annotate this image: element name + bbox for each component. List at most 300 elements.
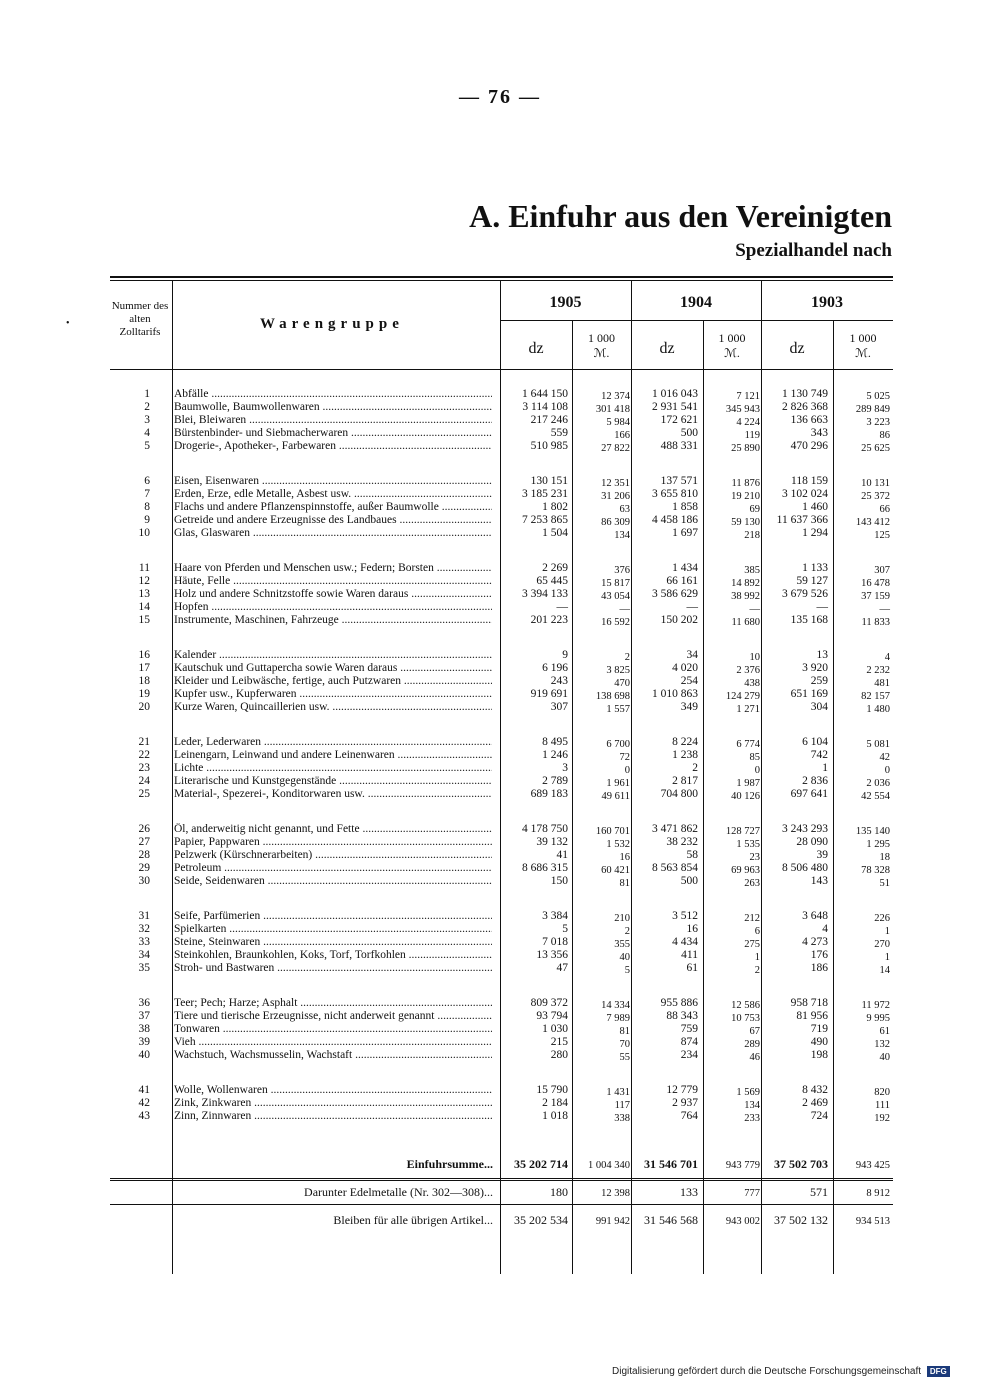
cell-dz-1903: 3 920	[802, 662, 828, 675]
cell-dz-1905: 510 985	[530, 440, 568, 453]
cell-dz-1903: —	[816, 601, 828, 614]
row-label: Hopfen .....	[174, 601, 492, 614]
cell-mk-1903: 1 295	[866, 839, 890, 851]
cell-dz-1904: 411	[681, 949, 698, 962]
table-row	[110, 440, 893, 453]
table-row	[110, 1010, 893, 1023]
cell-dz-1905: 2 789	[542, 775, 568, 788]
row-label: Häute, Felle .....	[174, 575, 492, 588]
cell-mk-1904: 0	[754, 765, 760, 777]
row-label: Holz und andere Schnitzstoffe sowie Waren daraus .....	[174, 588, 492, 601]
table-row	[110, 701, 893, 714]
row-label: Pelzwerk (Kürschnerarbeiten) .....	[174, 849, 492, 862]
cell-dz-1904: 500	[680, 875, 698, 888]
cell-dz-1904: 137 571	[660, 475, 698, 487]
cell-mk-1903: 270	[874, 939, 890, 951]
row-label: Kalender .....	[174, 649, 492, 662]
cell-mk-1903: 61	[879, 1026, 890, 1038]
cell-mk-1903: 5 025	[866, 391, 890, 402]
cell-dz-1905: 150	[550, 875, 568, 888]
cell-mk-1903: 25 372	[861, 491, 890, 503]
header-year-1903: 1903	[811, 294, 843, 311]
table-row	[110, 688, 893, 701]
table-row	[110, 736, 893, 749]
row-number: 18	[138, 675, 150, 688]
row-label: Kupfer usw., Kupferwaren .....	[174, 688, 492, 701]
cell-dz-1904: 488 331	[660, 440, 698, 453]
table-row	[110, 849, 893, 862]
cell-dz-1904: 704 800	[660, 788, 698, 801]
cell-dz-1904: 8 563 854	[652, 862, 698, 875]
cell-dz-1905: 5	[562, 923, 568, 936]
row-label: Seide, Seidenwaren .....	[174, 875, 492, 888]
cell-mk-1904: 1 271	[736, 704, 760, 716]
cell-dz-1904: 1 010 863	[652, 688, 698, 701]
cell-dz-1905: 9	[562, 649, 568, 661]
cell-dz-1905: 1 246	[542, 749, 568, 762]
cell-mk-1905: 210	[614, 913, 630, 924]
row-label: Eisen, Eisenwaren .....	[174, 475, 492, 488]
cell-mk-1904: 69	[749, 504, 760, 516]
table-row	[110, 662, 893, 675]
row-number: 37	[138, 1010, 150, 1023]
row-number: 43	[138, 1110, 150, 1123]
cell-dz-1903: 4	[822, 923, 828, 936]
cell-dz-1903: 198	[810, 1049, 828, 1062]
cell-mk-1905: 2	[624, 652, 630, 663]
cell-mk-1903: 78 328	[861, 865, 890, 877]
summary-label: Bleiben für alle übrigen Artikel...	[333, 1213, 493, 1227]
row-label: Papier, Pappwaren .....	[174, 836, 492, 849]
cell-mk-1904: 23	[749, 852, 760, 864]
table-row	[110, 788, 893, 801]
row-label: Tiere und tierische Erzeugnisse, nicht anderweit genannt .....	[174, 1010, 492, 1023]
cell-dz-1903: 958 718	[790, 997, 828, 1009]
cell-dz-1905: 93 794	[536, 1010, 568, 1023]
cell-mk-1905: 1 557	[606, 704, 630, 716]
cell-dz-1904: 1 858	[672, 501, 698, 514]
header-unit-mk-top: 1 000	[718, 331, 746, 345]
cell-dz-1903: 2 469	[802, 1097, 828, 1110]
row-label: Baumwolle, Baumwollenwaren .....	[174, 401, 492, 414]
summary-row-remaining	[110, 1212, 893, 1228]
cell-mk-1903: 42 554	[861, 791, 890, 803]
cell-mk-1905: 27 822	[601, 443, 630, 455]
cell-dz-1903: 719	[810, 1023, 828, 1036]
header-unit-mk-bottom: ℳ.	[593, 346, 610, 360]
cell-dz-1904: 234	[680, 1049, 698, 1062]
cell-dz-1905: 4 178 750	[522, 823, 568, 835]
summary-row-total	[110, 1156, 893, 1172]
header-unit-mk-1905	[572, 331, 631, 361]
cell-dz-1905: 65 445	[536, 575, 568, 588]
cell-dz-1905: 39 132	[536, 836, 568, 849]
row-label: Öl, anderweitig nicht genannt, und Fette .....	[174, 823, 492, 836]
cell-dz-1903: 59 127	[796, 575, 828, 588]
row-number: 27	[138, 836, 150, 849]
row-label: Stroh- und Bastwaren .....	[174, 962, 492, 975]
cell-mk-1905: 7 989	[606, 1013, 630, 1025]
cell-mk-1904: 438	[744, 678, 760, 690]
cell-dz-1904: 349	[680, 701, 698, 714]
cell-mk-1903: 10 131	[861, 478, 890, 489]
row-label: Kleider und Leibwäsche, fertige, auch Putzwaren .....	[174, 675, 492, 688]
cell-dz-1903: 259	[810, 675, 828, 688]
cell-mk-1903: 934 513	[855, 1216, 890, 1227]
cell-mk-1904: 10	[749, 652, 760, 663]
cell-dz-1903: 1 133	[802, 562, 828, 574]
cell-mk-1903: 307	[874, 565, 890, 576]
cell-mk-1903: 125	[874, 530, 890, 542]
header-unit-mk-bottom: ℳ.	[855, 346, 871, 360]
cell-mk-1903: 18	[879, 852, 890, 864]
row-number: 3	[144, 414, 150, 427]
cell-mk-1904: 289	[744, 1039, 760, 1051]
cell-dz-1904: 61	[686, 962, 698, 975]
cell-mk-1904: 1	[754, 952, 760, 964]
row-number: 32	[138, 923, 150, 936]
cell-dz-1903: 3 102 024	[782, 488, 828, 501]
row-number: 12	[138, 575, 150, 588]
table-row	[110, 962, 893, 975]
header-bottom-rule	[110, 369, 893, 370]
cell-dz-1903: 118 159	[791, 475, 828, 487]
cell-mk-1904: 275	[744, 939, 760, 951]
cell-mk-1905: 81	[619, 1026, 630, 1038]
table-row	[110, 388, 893, 401]
table-row	[110, 649, 893, 662]
cell-dz-1904: 1 016 043	[652, 388, 698, 400]
cell-mk-1905: 160 701	[595, 826, 630, 837]
cell-dz-1904: 1 697	[672, 527, 698, 540]
digitization-footer	[612, 1366, 950, 1377]
cell-dz-1903: 651 169	[790, 688, 828, 701]
cell-dz-1905: 1 504	[542, 527, 568, 540]
year-rule	[500, 320, 893, 321]
row-number: 35	[138, 962, 150, 975]
cell-dz-1904: 133	[680, 1185, 698, 1199]
cell-dz-1905: 13 356	[536, 949, 568, 962]
cell-mk-1903: 135 140	[855, 826, 890, 837]
cell-mk-1904: 12 586	[731, 1000, 760, 1011]
cell-dz-1905: 35 202 714	[514, 1157, 568, 1171]
row-label: Vieh .....	[174, 1036, 492, 1049]
cell-dz-1904: 4 434	[672, 936, 698, 949]
cell-dz-1904: 2 817	[672, 775, 698, 788]
cell-dz-1903: 186	[810, 962, 828, 975]
cell-mk-1905: 16 592	[601, 617, 630, 629]
page-subtitle: Spezialhandel nach	[735, 240, 892, 261]
cell-dz-1905: 2 184	[542, 1097, 568, 1110]
cell-dz-1903: 724	[810, 1110, 828, 1123]
cell-dz-1905: 8 495	[542, 736, 568, 748]
cell-mk-1904: 943 779	[725, 1160, 760, 1171]
cell-mk-1904: 124 279	[725, 691, 760, 703]
cell-mk-1903: 820	[874, 1087, 890, 1098]
cell-mk-1903: 66	[879, 504, 890, 516]
cell-mk-1903: 42	[879, 752, 890, 764]
row-label: Tonwaren .....	[174, 1023, 492, 1036]
header-unit-mk-1903	[833, 331, 893, 361]
row-label: Leder, Lederwaren .....	[174, 736, 492, 749]
cell-mk-1905: 301 418	[595, 404, 630, 416]
cell-mk-1905: 12 351	[601, 478, 630, 489]
cell-dz-1903: 135 168	[790, 614, 828, 627]
row-number: 30	[138, 875, 150, 888]
cell-mk-1905: 2	[624, 926, 630, 938]
cell-dz-1905: 180	[550, 1185, 568, 1199]
cell-mk-1904: 943 002	[725, 1216, 760, 1227]
row-number: 6	[144, 475, 150, 487]
cell-mk-1903: 2 232	[866, 665, 890, 677]
cell-dz-1903: 1 460	[802, 501, 828, 514]
cell-mk-1904: 128 727	[725, 826, 760, 837]
cell-dz-1904: 874	[680, 1036, 698, 1049]
cell-dz-1903: 28 090	[796, 836, 828, 849]
cell-dz-1904: 34	[686, 649, 698, 661]
cell-dz-1903: 136 663	[790, 414, 828, 427]
row-label: Wachstuch, Wachsmusselin, Wachstaft .....	[174, 1049, 492, 1062]
cell-mk-1903: 51	[879, 878, 890, 890]
row-number: 36	[138, 997, 150, 1009]
cell-dz-1905: 41	[556, 849, 568, 862]
cell-dz-1903: 490	[810, 1036, 828, 1049]
cell-mk-1904: 218	[744, 530, 760, 542]
cell-mk-1905: 60 421	[601, 865, 630, 877]
table-row	[110, 910, 893, 923]
row-label: Zink, Zinkwaren .....	[174, 1097, 492, 1110]
row-label: Steinkohlen, Braunkohlen, Koks, Torf, Torfkohlen .....	[174, 949, 492, 962]
cell-dz-1904: 150 202	[660, 614, 698, 627]
table-row	[110, 575, 893, 588]
row-number: 8	[144, 501, 150, 514]
import-table	[110, 276, 893, 1274]
row-label: Bürstenbinder- und Siebmacherwaren .....	[174, 427, 492, 440]
cell-mk-1903: 143 412	[855, 517, 890, 529]
cell-mk-1905: 138 698	[595, 691, 630, 703]
cell-mk-1903: 132	[874, 1039, 890, 1051]
cell-dz-1904: 3 655 810	[652, 488, 698, 501]
row-number: 17	[138, 662, 150, 675]
row-label: Drogerie-, Apotheker-, Farbewaren .....	[174, 440, 492, 453]
table-row	[110, 401, 893, 414]
cell-dz-1904: 8 224	[672, 736, 698, 748]
cell-mk-1905: 31 206	[601, 491, 630, 503]
row-label: Literarische und Kunstgegenstände .....	[174, 775, 492, 788]
table-row	[110, 775, 893, 788]
cell-mk-1905: 5 984	[606, 417, 630, 429]
header-unit-dz-1903: dz	[789, 340, 805, 357]
table-row	[110, 923, 893, 936]
table-row	[110, 427, 893, 440]
cell-dz-1903: 3 648	[802, 910, 828, 922]
row-number: 42	[138, 1097, 150, 1110]
cell-mk-1903: 11 972	[861, 1000, 890, 1011]
table-top-rule-thin	[110, 280, 893, 281]
row-label: Spielkarten .....	[174, 923, 492, 936]
row-number: 1	[144, 388, 150, 400]
row-label: Kurze Waren, Quincaillerien usw. .....	[174, 701, 492, 714]
cell-dz-1904: 31 546 701	[644, 1157, 698, 1171]
cell-dz-1904: 759	[680, 1023, 698, 1036]
cell-dz-1905: 689 183	[530, 788, 568, 801]
cell-mk-1905: 470	[614, 678, 630, 690]
header-year-1904: 1904	[680, 294, 712, 311]
cell-dz-1905: 1 030	[542, 1023, 568, 1036]
cell-dz-1904: 88 343	[666, 1010, 698, 1023]
cell-dz-1903: 571	[810, 1185, 828, 1199]
cell-mk-1905: 3 825	[606, 665, 630, 677]
row-label: Material-, Spezerei-, Konditorwaren usw. .....	[174, 788, 492, 801]
table-row	[110, 762, 893, 775]
table-row	[110, 949, 893, 962]
cell-mk-1903: 289 849	[855, 404, 890, 416]
cell-dz-1904: 66 161	[666, 575, 698, 588]
cell-mk-1903: 5 081	[866, 739, 890, 750]
cell-dz-1904: 31 546 568	[644, 1213, 698, 1227]
cell-dz-1904: 16	[686, 923, 698, 936]
header-unit-mk-top: 1 000	[849, 331, 877, 345]
cell-dz-1903: 3 243 293	[782, 823, 828, 835]
row-number: 25	[138, 788, 150, 801]
page-title: A. Einfuhr aus den Vereinigten	[469, 198, 892, 234]
margin-dot: •	[66, 318, 70, 329]
table-row	[110, 1084, 893, 1097]
cell-dz-1905: 47	[556, 962, 568, 975]
cell-mk-1905: 14 334	[601, 1000, 630, 1011]
cell-mk-1903: 9 995	[866, 1013, 890, 1025]
cell-mk-1904: 6	[754, 926, 760, 938]
cell-mk-1904: 233	[744, 1113, 760, 1125]
row-number: 11	[138, 562, 150, 574]
cell-dz-1903: 470 296	[790, 440, 828, 453]
cell-mk-1905: 991 942	[595, 1216, 630, 1227]
cell-mk-1904: 40 126	[731, 791, 760, 803]
cell-dz-1905: 559	[550, 427, 568, 440]
cell-dz-1903: 343	[810, 427, 828, 440]
cell-mk-1905: 72	[619, 752, 630, 764]
cell-mk-1904: 59 130	[731, 517, 760, 529]
cell-dz-1905: 7 018	[542, 936, 568, 949]
cell-dz-1903: 1 294	[802, 527, 828, 540]
cell-mk-1905: 16	[619, 852, 630, 864]
header-unit-mk-1904	[703, 331, 761, 361]
cell-mk-1904: 46	[749, 1052, 760, 1064]
row-label: Wolle, Wollenwaren .....	[174, 1084, 492, 1097]
sum-rule-top-2	[110, 1180, 893, 1181]
cell-mk-1903: 2 036	[866, 778, 890, 790]
row-number: 5	[144, 440, 150, 453]
cell-dz-1905: 1 644 150	[522, 388, 568, 400]
cell-mk-1904: 134	[744, 1100, 760, 1112]
table-top-rule	[110, 276, 893, 278]
table-row	[110, 562, 893, 575]
cell-mk-1903: 1	[884, 952, 890, 964]
cell-dz-1904: 3 512	[672, 910, 698, 922]
cell-mk-1904: 25 890	[731, 443, 760, 455]
cell-mk-1904: 119	[744, 430, 760, 442]
table-row	[110, 875, 893, 888]
cell-dz-1903: 37 502 703	[774, 1157, 828, 1171]
cell-dz-1904: 2 937	[672, 1097, 698, 1110]
row-label: Haare von Pferden und Menschen usw.; Federn; Borsten .....	[174, 562, 492, 575]
cell-dz-1905: 15 790	[536, 1084, 568, 1096]
table-row	[110, 936, 893, 949]
header-unit-mk-bottom: ℳ.	[724, 346, 740, 360]
cell-dz-1903: 176	[810, 949, 828, 962]
cell-mk-1905: 117	[614, 1100, 630, 1112]
cell-dz-1905: 130 151	[530, 475, 568, 487]
row-label: Instrumente, Maschinen, Fahrzeuge .....	[174, 614, 492, 627]
cell-dz-1905: 3 185 231	[522, 488, 568, 501]
row-label: Abfälle .....	[174, 388, 492, 401]
cell-dz-1904: 3 471 862	[652, 823, 698, 835]
row-number: 19	[138, 688, 150, 701]
cell-dz-1905: 280	[550, 1049, 568, 1062]
cell-dz-1905: 1 802	[542, 501, 568, 514]
cell-mk-1904: 212	[744, 913, 760, 924]
cell-dz-1903: 81 956	[796, 1010, 828, 1023]
cell-dz-1905: 8 686 315	[522, 862, 568, 875]
cell-mk-1903: 481	[874, 678, 890, 690]
cell-dz-1905: 307	[550, 701, 568, 714]
cell-mk-1903: 86	[879, 430, 890, 442]
row-number: 23	[138, 762, 150, 775]
cell-dz-1904: 58	[686, 849, 698, 862]
cell-dz-1905: 3 114 108	[522, 401, 568, 414]
cell-dz-1903: 742	[810, 749, 828, 762]
cell-mk-1905: 81	[619, 878, 630, 890]
row-label: Seife, Parfümerien .....	[174, 910, 492, 923]
cell-dz-1905: 201 223	[530, 614, 568, 627]
summary-label: Darunter Edelmetalle (Nr. 302—308)...	[304, 1185, 493, 1199]
row-number: 33	[138, 936, 150, 949]
cell-mk-1903: 40	[879, 1052, 890, 1064]
table-row	[110, 601, 893, 614]
cell-dz-1905: 919 691	[530, 688, 568, 701]
cell-dz-1905: 3	[562, 762, 568, 775]
row-number: 13	[138, 588, 150, 601]
table-row	[110, 514, 893, 527]
header-unit-dz-1905: dz	[528, 340, 544, 357]
cell-dz-1903: 8 432	[802, 1084, 828, 1096]
cell-dz-1905: 215	[550, 1036, 568, 1049]
cell-mk-1903: 82 157	[861, 691, 890, 703]
row-label: Lichte .....	[174, 762, 492, 775]
cell-dz-1904: 955 886	[660, 997, 698, 1009]
row-label: Steine, Steinwaren .....	[174, 936, 492, 949]
page-number: — 76 —	[459, 86, 541, 108]
cell-dz-1903: 143	[810, 875, 828, 888]
cell-mk-1904: 6 774	[736, 739, 760, 750]
sum-rule-bottom	[110, 1204, 893, 1205]
cell-mk-1903: 0	[884, 765, 890, 777]
row-number: 16	[138, 649, 150, 661]
header-unit-dz-1904: dz	[659, 340, 675, 357]
cell-dz-1905: 1 018	[542, 1110, 568, 1123]
cell-mk-1904: 14 892	[731, 578, 760, 590]
table-row	[110, 862, 893, 875]
cell-mk-1903: 25 625	[861, 443, 890, 455]
cell-mk-1903: 226	[874, 913, 890, 924]
cell-mk-1903: 16 478	[861, 578, 890, 590]
cell-dz-1903: 304	[810, 701, 828, 714]
cell-mk-1905: 6 700	[606, 739, 630, 750]
table-row	[110, 1023, 893, 1036]
cell-mk-1903: 111	[875, 1100, 890, 1112]
cell-mk-1905: 70	[619, 1039, 630, 1051]
row-number: 2	[144, 401, 150, 414]
